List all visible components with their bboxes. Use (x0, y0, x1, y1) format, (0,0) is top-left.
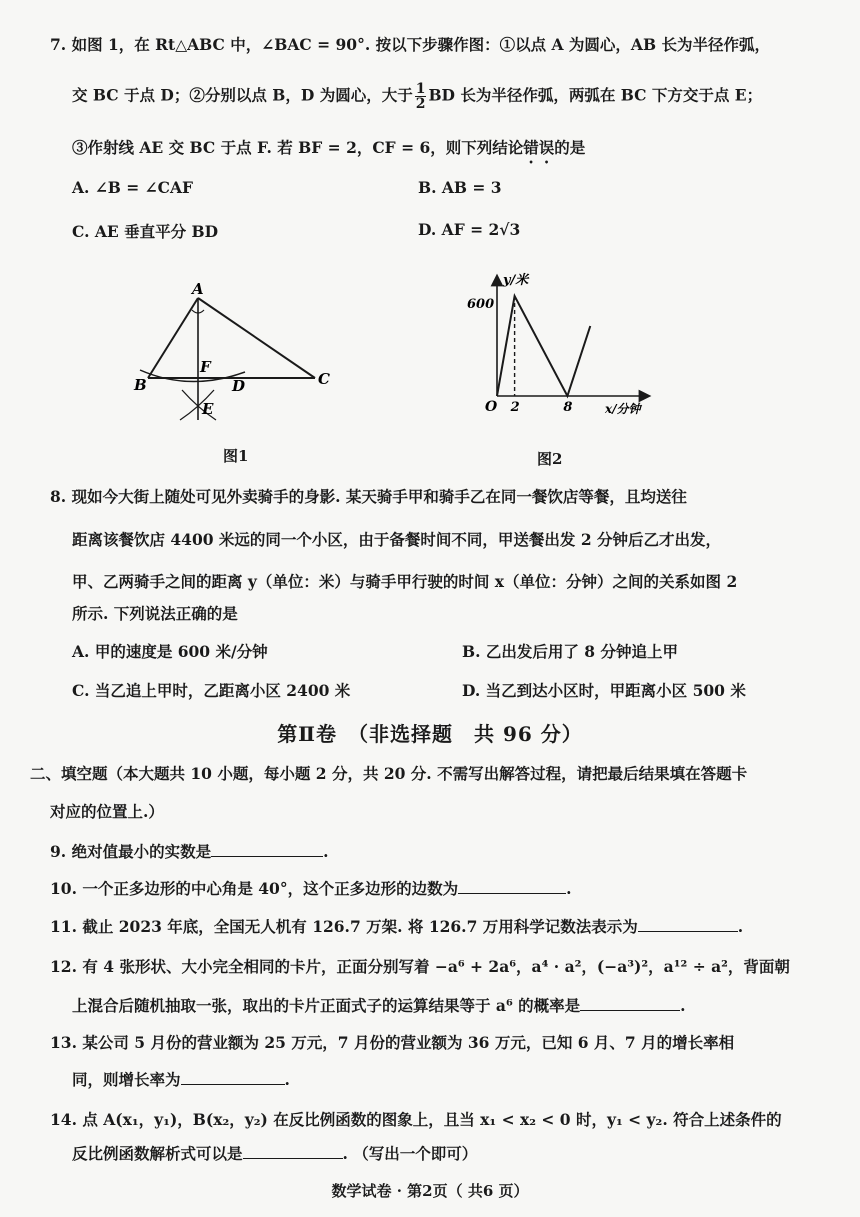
q7-line-2 (72, 82, 762, 111)
label-d: D (232, 377, 246, 395)
q7-line-3-pre: ③作射线 AE 交 BC 于点 F. 若 BF = 2，CF = 6，则下列结论 (72, 138, 524, 157)
q13-answer-blank[interactable] (181, 1083, 285, 1085)
q14-end: . （写出一个即可） (342, 1144, 478, 1163)
label-e: E (202, 400, 214, 418)
q8-option-d: D. 当乙到达小区时，甲距离小区 500 米 (462, 681, 746, 700)
q12-line-1: 12. 有 4 张形状、大小完全相同的卡片，正面分别写着 −a⁶ + 2a⁶，a⁴ · a²，(−a³)²，a¹² ÷ a²，背面朝 (50, 957, 790, 976)
x-tick-8: 8 (563, 400, 573, 415)
figure-2-graph (455, 268, 655, 428)
q10-end: . (566, 879, 572, 898)
q9-end: . (323, 842, 329, 861)
q10 (50, 877, 572, 899)
arc-from-a (140, 370, 245, 382)
q14-answer-blank[interactable] (243, 1157, 343, 1159)
fraction-numerator: 1 (415, 81, 426, 97)
q9 (50, 840, 328, 862)
y-tick-600: 600 (467, 297, 495, 312)
q7-option-c: C. AE 垂直平分 BD (72, 222, 219, 241)
q7-line-3-post: 的是 (554, 138, 586, 157)
fraction-denominator: 2 (415, 96, 426, 112)
q8-option-a: A. 甲的速度是 600 米/分钟 (72, 642, 268, 661)
side-ab (148, 298, 198, 378)
q11-text: 11. 截止 2023 年底，全国无人机有 126.7 万架. 将 126.7 万用科学记数法表示为 (50, 917, 638, 936)
figure-1-triangle (120, 280, 350, 430)
label-f: F (200, 358, 211, 376)
q11 (50, 915, 743, 937)
origin-label: O (485, 399, 498, 415)
label-b: B (134, 376, 147, 394)
fraction-one-half (415, 82, 427, 111)
q14-line-1: 14. 点 A(x₁，y₁)，B(x₂，y₂) 在反比例函数的图象上，且当 x₁ < x₂ < 0 时，y₁ < y₂. 符合上述条件的 (50, 1110, 782, 1129)
part-2-instructions-line-1: 二、填空题（本大题共 10 小题，每小题 2 分，共 20 分. 不需写出解答过程，请把最后结果填在答题卡 (30, 764, 748, 783)
figure-2-caption: 图2 (537, 450, 563, 468)
part-2-instructions-line-2: 对应的位置上.） (50, 802, 164, 821)
q12-end: . (680, 996, 686, 1015)
q8-line-1: 8. 现如今大街上随处可见外卖骑手的身影. 某天骑手甲和骑手乙在同一餐饮店等餐，且均送往 (50, 487, 687, 506)
q8-line-3: 甲、乙两骑手之间的距离 y（单位：米）与骑手甲行驶的时间 x（单位：分钟）之间的关系如图 2 (72, 572, 738, 591)
q8-line-4: 所示. 下列说法正确的是 (72, 604, 238, 623)
figure-1-caption: 图1 (223, 447, 249, 465)
q13-line-1: 13. 某公司 5 月份的营业额为 25 万元，7 月份的营业额为 36 万元，已知 6 月、7 月的增长率相 (50, 1033, 735, 1052)
q8-line-2: 距离该餐饮店 4400 米远的同一个小区，由于备餐时间不同，甲送餐出发 2 分钟后乙才出发， (72, 530, 722, 549)
q7-line-3 (72, 136, 585, 167)
q11-end: . (737, 917, 744, 936)
q13-line-2 (72, 1068, 290, 1090)
section-2-title: 第Ⅱ卷 （非选择题 共 96 分） (277, 722, 583, 746)
label-a: A (192, 280, 204, 298)
q14-text: 反比例函数解析式可以是 (72, 1144, 243, 1163)
q7-line-2-post: BD 长为半径作弧，两弧在 BC 下方交于点 E； (428, 85, 763, 105)
q12-text: 上混合后随机抽取一张，取出的卡片正面式子的运算结果等于 a⁶ 的概率是 (72, 996, 581, 1015)
q12-answer-blank[interactable] (580, 1009, 680, 1011)
page-footer: 数学试卷 · 第2页（ 共6 页） (331, 1182, 529, 1200)
q9-answer-blank[interactable] (211, 855, 323, 857)
side-ac (198, 298, 315, 378)
q7-option-d: D. AF = 2√3 (418, 220, 521, 239)
q7-line-1: 7. 如图 1，在 Rt△ABC 中，∠BAC = 90°. 按以下步骤作图：①以点 A 为圆心，AB 长为半径作弧， (50, 35, 770, 54)
q13-text: 同，则增长率为 (72, 1070, 181, 1089)
q10-answer-blank[interactable] (458, 892, 566, 894)
q7-option-b: B. AB = 3 (418, 178, 502, 197)
q7-line-2-pre: 交 BC 于点 D；②分别以点 B，D 为圆心，大于 (72, 85, 413, 105)
q14-line-2 (72, 1142, 477, 1164)
q9-text: 9. 绝对值最小的实数是 (50, 842, 212, 861)
x-tick-2: 2 (510, 400, 520, 415)
q12-line-2 (72, 994, 686, 1016)
q8-option-b: B. 乙出发后用了 8 分钟追上甲 (462, 642, 678, 661)
q11-answer-blank[interactable] (638, 930, 738, 932)
q13-end: . (284, 1070, 290, 1089)
q8-option-c: C. 当乙追上甲时，乙距离小区 2400 米 (72, 681, 351, 700)
q10-text: 10. 一个正多边形的中心角是 40°，这个正多边形的边数为 (50, 879, 459, 898)
label-c: C (318, 370, 330, 388)
series-line (497, 296, 590, 396)
y-axis-label: y/米 (503, 273, 529, 288)
q7-option-a: A. ∠B = ∠CAF (72, 178, 194, 197)
x-axis-label: x/分钟 (605, 402, 641, 416)
q7-emphasis-wrong: 错误 (523, 138, 555, 157)
